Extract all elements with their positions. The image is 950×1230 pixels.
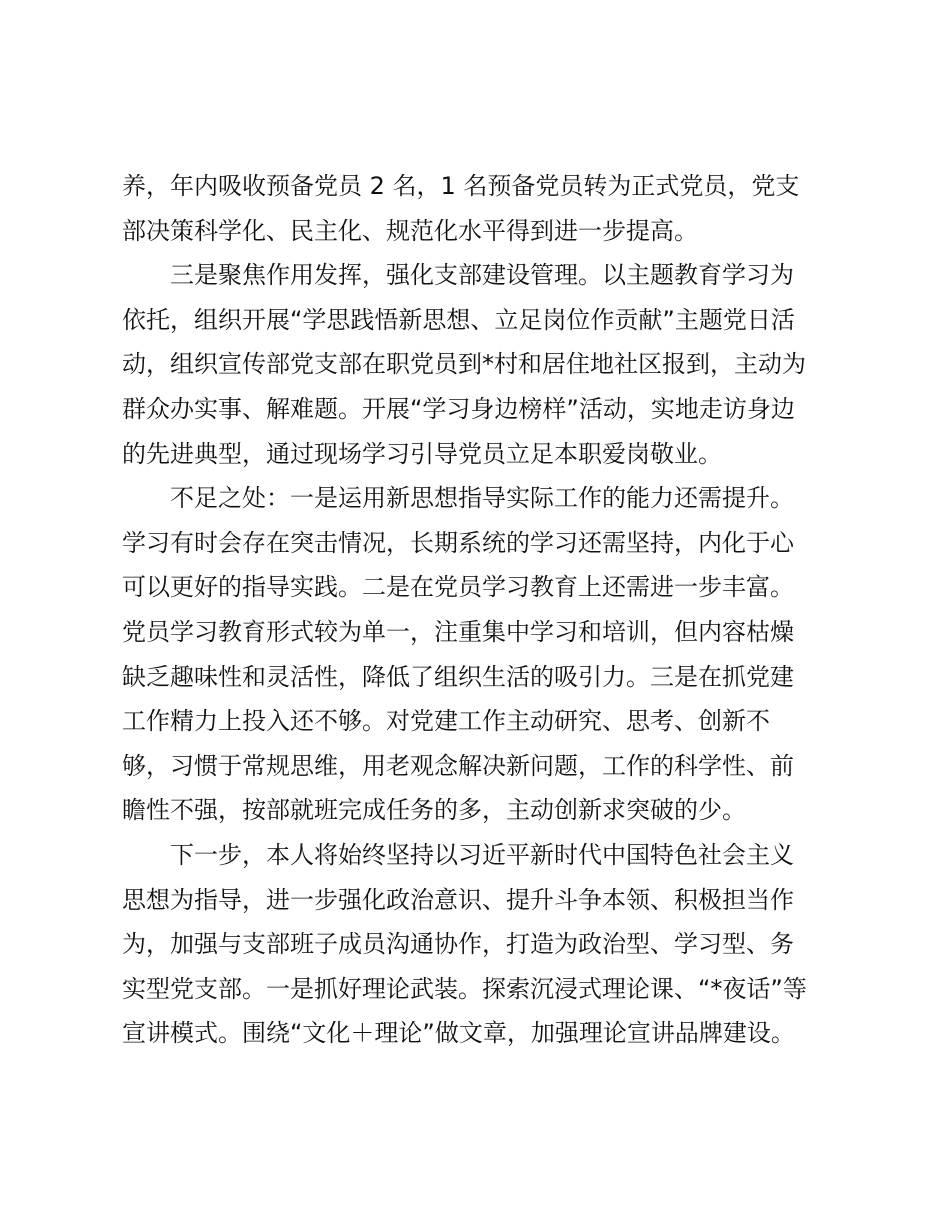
text-line: 为，加强与支部班子成员沟通协作，打造为政治型、学习型、务 bbox=[122, 930, 794, 959]
text-line: 实型党支部。一是抓好理论武装。探索沉浸式理论课、“*夜话”等 bbox=[122, 974, 807, 1003]
text-line: 党员学习教育形式较为单一，注重集中学习和培训，但内容枯燥 bbox=[122, 617, 794, 646]
text-line: 宣讲模式。围绕“文化＋理论”做文章，加强理论宣讲品牌建设。 bbox=[122, 1019, 795, 1048]
text-line: 下一步，本人将始终坚持以习近平新时代中国特色社会主义 bbox=[170, 840, 794, 869]
text-line: 够，习惯于常规思维，用老观念解决新问题，工作的科学性、前 bbox=[122, 751, 794, 780]
body-text bbox=[122, 164, 842, 1056]
text-line: 动，组织宣传部党支部在职党员到*村和居住地社区报到，主动为 bbox=[122, 350, 806, 379]
text-line: 缺乏趣味性和灵活性，降低了组织生活的吸引力。三是在抓党建 bbox=[122, 662, 794, 691]
text-line: 三是聚焦作用发挥，强化支部建设管理。以主题教育学习为 bbox=[170, 261, 794, 290]
text-line: 瞻性不强，按部就班完成任务的多，主动创新求突破的少。 bbox=[122, 796, 746, 825]
text-line: 依托，组织开展“学思践悟新思想、立足岗位作贡献”主题党日活 bbox=[122, 305, 795, 334]
text-line: 工作精力上投入还不够。对党建工作主动研究、思考、创新不 bbox=[122, 707, 770, 736]
text-line: 可以更好的指导实践。二是在党员学习教育上还需进一步丰富。 bbox=[122, 573, 794, 602]
text-line: 养，年内吸收预备党员 2 名，1 名预备党员转为正式党员，党支 bbox=[122, 172, 800, 200]
text-line: 群众办实事、解难题。开展“学习身边榜样”活动，实地走访身边 bbox=[122, 394, 795, 423]
text-line: 的先进典型，通过现场学习引导党员立足本职爱岗敬业。 bbox=[122, 439, 722, 468]
text-line: 学习有时会存在突击情况，长期系统的学习还需坚持，内化于心 bbox=[122, 528, 794, 557]
text-line: 部决策科学化、民主化、规范化水平得到进一步提高。 bbox=[122, 216, 698, 245]
text-line: 思想为指导，进一步强化政治意识、提升斗争本领、积极担当作 bbox=[122, 885, 794, 914]
text-line: 不足之处：一是运用新思想指导实际工作的能力还需提升。 bbox=[170, 484, 794, 513]
